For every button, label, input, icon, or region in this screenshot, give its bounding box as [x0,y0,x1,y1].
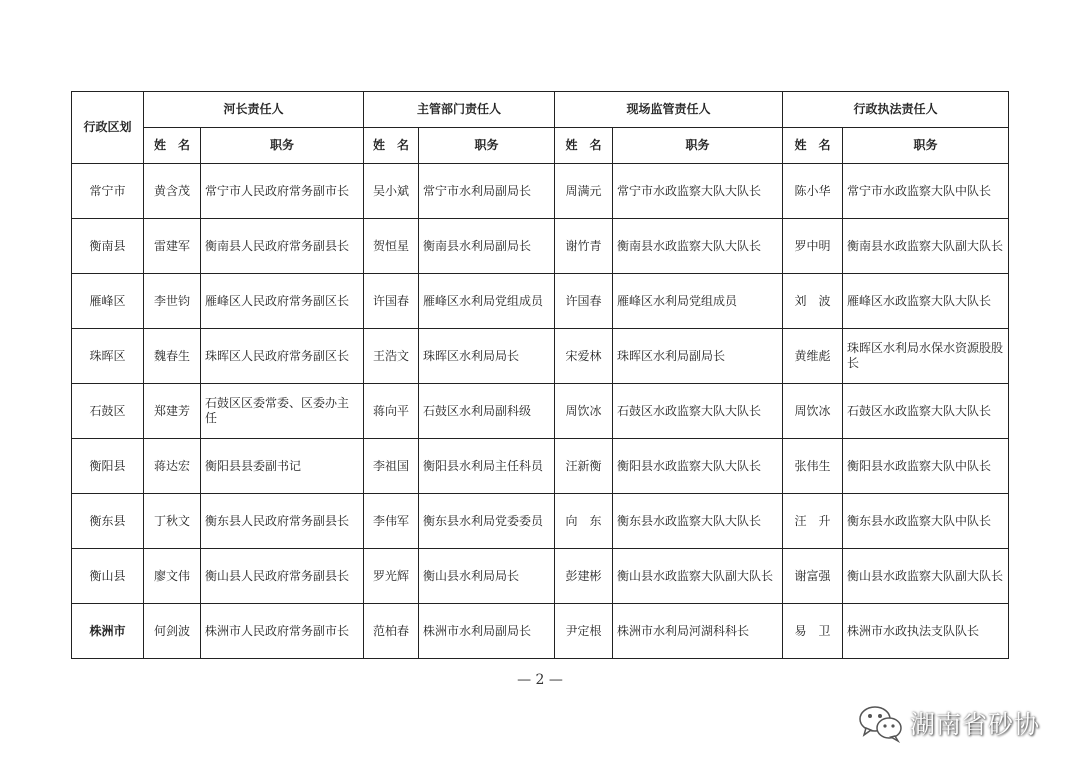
supervisor-title-cell: 石鼓区水政监察大队大队长 [613,384,783,439]
dept-name-cell: 王浩文 [364,329,419,384]
enforcer-title-cell: 衡阳县水政监察大队中队长 [843,439,1009,494]
enforcer-name-cell: 陈小华 [783,164,843,219]
region-cell: 株洲市 [72,604,144,659]
dept-title-cell: 衡阳县水利局主任科员 [419,439,555,494]
page-number: — 2 — [517,672,563,688]
river-chief-name-cell: 蒋达宏 [144,439,201,494]
supervisor-name-cell: 汪新衡 [555,439,613,494]
enforcer-name-cell: 汪 升 [783,494,843,549]
enforcer-name-cell: 张伟生 [783,439,843,494]
dept-title-cell: 珠晖区水利局局长 [419,329,555,384]
dept-title-cell: 常宁市水利局副局长 [419,164,555,219]
region-cell: 雁峰区 [72,274,144,329]
title-header: 职务 [843,128,1009,164]
dept-title-cell: 衡山县水利局局长 [419,549,555,604]
dept-name-cell: 吴小斌 [364,164,419,219]
river-chief-name-cell: 李世钧 [144,274,201,329]
river-chief-name-cell: 黄含茂 [144,164,201,219]
dept-name-cell: 许国春 [364,274,419,329]
table-row [72,384,1009,439]
enforcer-name-cell: 周饮冰 [783,384,843,439]
responsibility-table [71,91,1009,659]
supervisor-name-cell: 彭建彬 [555,549,613,604]
enforcer-title-cell: 珠晖区水利局水保水资源股股长 [843,329,1009,384]
river-chief-title-cell: 衡山县人民政府常务副县长 [201,549,364,604]
watermark-text: 湖南省砂协 [910,710,1041,739]
enforcer-title-cell: 株洲市水政执法支队队长 [843,604,1009,659]
river-chief-name-cell: 魏春生 [144,329,201,384]
enforcer-name-cell: 罗中明 [783,219,843,274]
admin-enforcement-header: 行政执法责任人 [783,92,1009,128]
table-row [72,329,1009,384]
region-cell: 衡南县 [72,219,144,274]
enforcer-title-cell: 衡东县水政监察大队中队长 [843,494,1009,549]
river-chief-name-cell: 廖文伟 [144,549,201,604]
dept-title-cell: 衡东县水利局党委委员 [419,494,555,549]
dept-name-cell: 李祖国 [364,439,419,494]
river-chief-name-cell: 丁秋文 [144,494,201,549]
wechat-icon [858,703,904,743]
name-header: 姓 名 [364,128,419,164]
name-header: 姓 名 [555,128,613,164]
river-chief-title-cell: 衡东县人民政府常务副县长 [201,494,364,549]
region-cell: 珠晖区 [72,329,144,384]
enforcer-name-cell: 谢富强 [783,549,843,604]
supervisor-title-cell: 珠晖区水利局副局长 [613,329,783,384]
dept-title-cell: 石鼓区水利局副科级 [419,384,555,439]
river-chief-title-cell: 株洲市人民政府常务副市长 [201,604,364,659]
name-header: 姓 名 [144,128,201,164]
supervisor-title-cell: 常宁市水政监察大队大队长 [613,164,783,219]
dept-title-cell: 株洲市水利局副局长 [419,604,555,659]
enforcer-name-cell: 易 卫 [783,604,843,659]
supervisor-name-cell: 向 东 [555,494,613,549]
supervisor-title-cell: 株洲市水利局河湖科科长 [613,604,783,659]
supervisor-name-cell: 许国春 [555,274,613,329]
table-body [72,164,1009,659]
dept-name-cell: 李伟军 [364,494,419,549]
supervisor-name-cell: 周满元 [555,164,613,219]
competent-dept-header: 主管部门责任人 [364,92,555,128]
table-row [72,274,1009,329]
table-row [72,549,1009,604]
river-chief-title-cell: 雁峰区人民政府常务副区长 [201,274,364,329]
title-header: 职务 [613,128,783,164]
table-row [72,604,1009,659]
title-header: 职务 [419,128,555,164]
region-header: 行政区划 [72,92,144,164]
supervisor-title-cell: 衡东县水政监察大队大队长 [613,494,783,549]
responsibility-table-container [71,91,1008,659]
river-chief-title-cell: 衡南县人民政府常务副县长 [201,219,364,274]
supervisor-name-cell: 周饮冰 [555,384,613,439]
supervisor-name-cell: 宋爱林 [555,329,613,384]
supervisor-title-cell: 雁峰区水利局党组成员 [613,274,783,329]
supervisor-name-cell: 尹定根 [555,604,613,659]
dept-name-cell: 蒋向平 [364,384,419,439]
river-chief-title-cell: 珠晖区人民政府常务副区长 [201,329,364,384]
watermark [858,703,1040,743]
enforcer-title-cell: 石鼓区水政监察大队大队长 [843,384,1009,439]
region-cell: 衡东县 [72,494,144,549]
supervisor-name-cell: 谢竹青 [555,219,613,274]
group-header-row [72,92,1009,128]
enforcer-title-cell: 衡南县水政监察大队副大队长 [843,219,1009,274]
region-cell: 衡山县 [72,549,144,604]
enforcer-title-cell: 常宁市水政监察大队中队长 [843,164,1009,219]
enforcer-title-cell: 雁峰区水政监察大队大队长 [843,274,1009,329]
dept-title-cell: 雁峰区水利局党组成员 [419,274,555,329]
table-row [72,439,1009,494]
table-row [72,164,1009,219]
river-chief-title-cell: 石鼓区区委常委、区委办主任 [201,384,364,439]
dept-name-cell: 贺恒星 [364,219,419,274]
sub-header-row [72,128,1009,164]
enforcer-name-cell: 刘 波 [783,274,843,329]
dept-title-cell: 衡南县水利局副局长 [419,219,555,274]
enforcer-name-cell: 黄维彪 [783,329,843,384]
river-chief-title-cell: 衡阳县县委副书记 [201,439,364,494]
river-chief-header: 河长责任人 [144,92,364,128]
table-row [72,494,1009,549]
region-cell: 常宁市 [72,164,144,219]
river-chief-name-cell: 郑建芳 [144,384,201,439]
name-header: 姓 名 [783,128,843,164]
river-chief-name-cell: 雷建军 [144,219,201,274]
river-chief-name-cell: 何剑波 [144,604,201,659]
river-chief-title-cell: 常宁市人民政府常务副市长 [201,164,364,219]
enforcer-title-cell: 衡山县水政监察大队副大队长 [843,549,1009,604]
region-cell: 石鼓区 [72,384,144,439]
supervisor-title-cell: 衡南县水政监察大队大队长 [613,219,783,274]
region-cell: 衡阳县 [72,439,144,494]
dept-name-cell: 范柏春 [364,604,419,659]
onsite-supervision-header: 现场监管责任人 [555,92,783,128]
title-header: 职务 [201,128,364,164]
table-row [72,219,1009,274]
dept-name-cell: 罗光辉 [364,549,419,604]
supervisor-title-cell: 衡山县水政监察大队副大队长 [613,549,783,604]
supervisor-title-cell: 衡阳县水政监察大队大队长 [613,439,783,494]
